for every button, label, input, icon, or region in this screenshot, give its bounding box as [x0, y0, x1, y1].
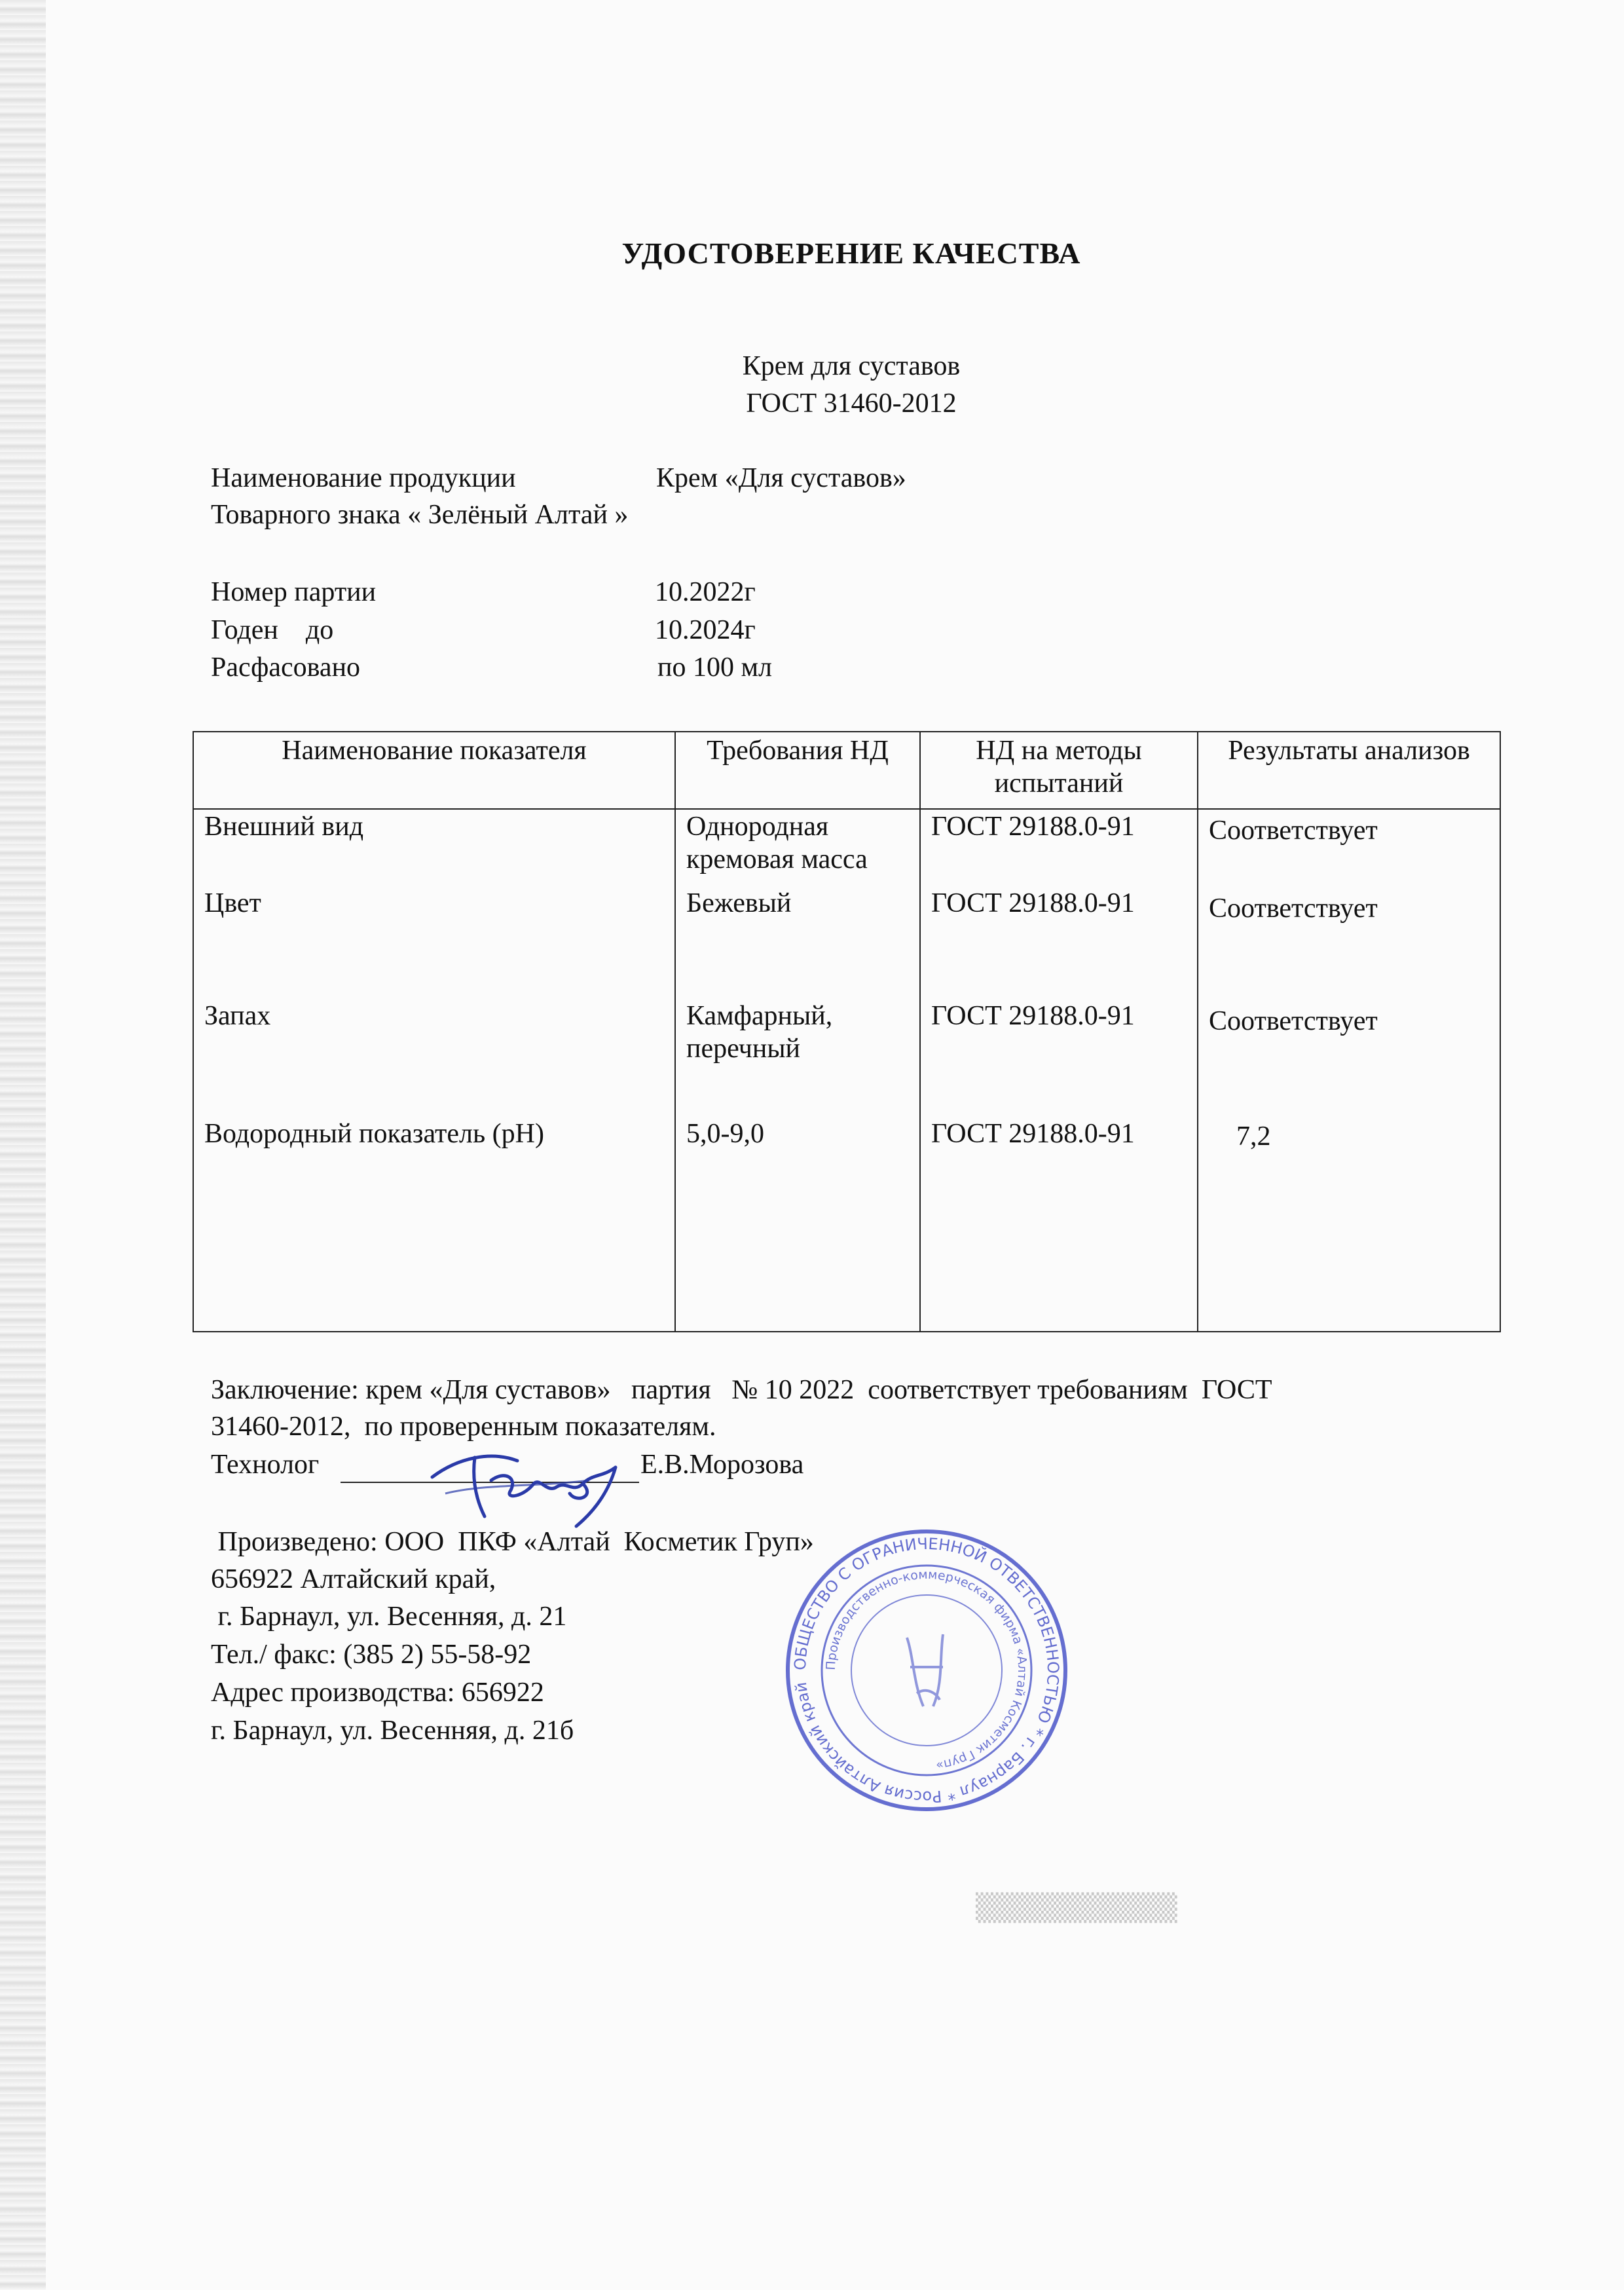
method-cell: ГОСТ 29188.0-91: [920, 886, 1198, 999]
scan-edge-artifact: [0, 0, 46, 2290]
conclusion-line-1: Заключение: крем «Для суставов» партия № 10 2022 соответствует требованиям ГОСТ: [211, 1375, 1272, 1405]
document-title: УДОСТОВЕРЕНИЕ КАЧЕСТВА: [621, 236, 1081, 270]
signature-icon: [419, 1431, 655, 1530]
standard-code: ГОСТ 31460-2012: [746, 388, 957, 419]
indicator-cell: Водородный показатель (рН): [193, 1117, 675, 1332]
requirement-cell: Бежевый: [675, 886, 920, 999]
result-cell: Соответствует: [1198, 809, 1500, 886]
indicator-cell: Цвет: [193, 886, 675, 999]
method-cell: ГОСТ 29188.0-91: [920, 999, 1198, 1117]
product-name-value: Крем «Для суставов»: [656, 463, 906, 493]
indicator-cell: Запах: [193, 999, 675, 1117]
packed-label: Расфасовано: [211, 652, 361, 683]
table-header-row: [193, 732, 1500, 809]
faint-scan-smudge: ▒▒▒▒▒▒▒▒▒▒: [976, 1893, 1177, 1923]
batch-label: Номер партии: [211, 577, 377, 607]
manufacturer-line-2: 656922 Алтайский край,: [211, 1564, 496, 1594]
result-cell: Соответствует: [1198, 999, 1500, 1117]
technologist-label: Технолог: [211, 1450, 320, 1480]
table-row: [193, 999, 1500, 1117]
manufacturer-line-1: Произведено: ООО ПКФ «Алтай Косметик Груп»: [211, 1527, 814, 1557]
conclusion-line-2: 31460-2012, по проверенным показателям.: [211, 1412, 716, 1442]
header-results: Результаты анализов: [1198, 732, 1500, 809]
requirement-cell: Камфарный, перечный: [675, 999, 920, 1117]
batch-value: 10.2022г: [655, 577, 756, 607]
result-cell: Соответствует: [1198, 886, 1500, 999]
technologist-name: Е.В.Морозова: [640, 1450, 804, 1480]
header-indicator-name: Наименование показателя: [193, 732, 675, 809]
result-cell: 7,2: [1198, 1117, 1500, 1332]
seal-inner-text: Производственно-коммерческая фирма «Алтай Косметик Груп»: [823, 1567, 1030, 1773]
table-row: [193, 886, 1500, 999]
method-cell: ГОСТ 29188.0-91: [920, 1117, 1198, 1332]
product-name-label: Наименование продукции: [211, 463, 516, 493]
company-seal-icon: [783, 1526, 1071, 1814]
expiry-value: 10.2024г: [655, 615, 756, 645]
indicator-cell: Внешний вид: [193, 809, 675, 886]
table-row: [193, 1117, 1500, 1332]
method-cell: ГОСТ 29188.0-91: [920, 809, 1198, 886]
manufacturer-line-3: г. Барнаул, ул. Весенняя, д. 21: [211, 1602, 567, 1632]
manufacturer-line-4: Тел./ факс: (385 2) 55-58-92: [211, 1640, 532, 1670]
brand-line: Товарного знака « Зелёный Алтай »: [211, 500, 629, 530]
table-row: [193, 809, 1500, 886]
requirement-cell: Однородная кремовая масса: [675, 809, 920, 886]
header-requirements: Требования НД: [675, 732, 920, 809]
seal-outer-text: ОБЩЕСТВО С ОГРАНИЧЕННОЙ ОТВЕТСТВЕННОСТЬЮ * г. Барнаул * Россия Алтайский край: [790, 1534, 1063, 1807]
packed-value: по 100 мл: [657, 652, 773, 683]
requirement-cell: 5,0-9,0: [675, 1117, 920, 1332]
quality-indicators-table: [193, 731, 1501, 1332]
product-line: Крем для суставов: [742, 351, 961, 381]
manufacturer-line-6: г. Барнаул, ул. Весенняя, д. 21б: [211, 1716, 574, 1746]
header-test-methods: НД на методы испытаний: [920, 732, 1198, 809]
svg-text:Производственно-коммерческая ф: [824, 1567, 1029, 1773]
expiry-label: Годен до: [211, 615, 334, 645]
manufacturer-line-5: Адрес производства: 656922: [211, 1678, 544, 1708]
